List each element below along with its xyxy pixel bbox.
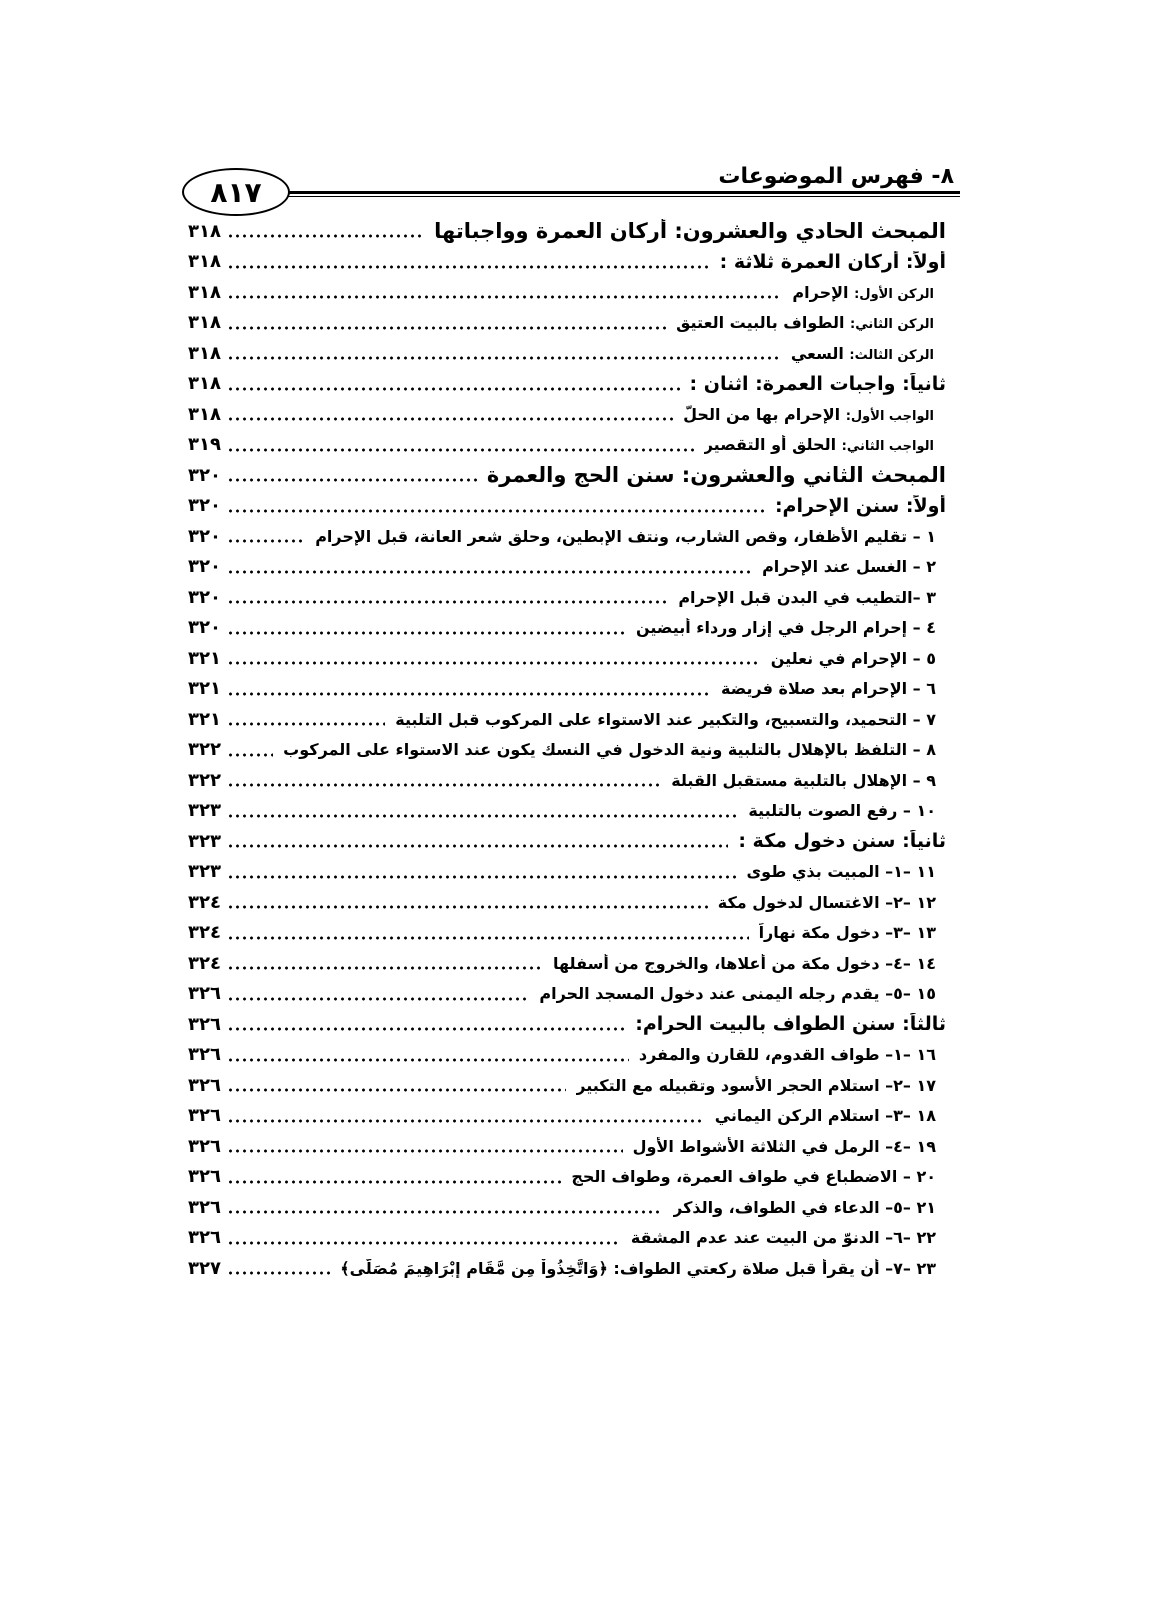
toc-entry-page: ٣٢٣: [188, 800, 221, 822]
dot-leader: [227, 570, 752, 574]
toc-entry-text: ٢١ –٥– الدعاء في الطواف، والذكر: [673, 1197, 936, 1217]
toc-entry-page: ٣٢٦: [188, 1013, 221, 1035]
toc-entry-title: [720, 251, 946, 273]
dot-leader: [227, 783, 661, 787]
toc-entry-page: ٣٢٤: [188, 952, 221, 974]
toc-entry: [188, 277, 946, 308]
dot-leader: [227, 539, 305, 543]
dot-leader: [227, 631, 626, 635]
toc-entry-text: ١٨ –٣– استلام الركن اليماني: [714, 1106, 936, 1126]
toc-entry-title: [636, 618, 946, 637]
toc-entry-text: سنن الحج والعمرة: [486, 463, 675, 488]
toc-entry-lead: المبحث الحادي والعشرون:: [674, 219, 946, 244]
table-of-contents: [188, 216, 946, 1284]
dot-leader: [227, 692, 711, 696]
toc-entry-text: ١٩ –٤– الرمل في الثلاثة الأشواط الأُول: [632, 1136, 936, 1156]
dot-leader: [227, 661, 761, 665]
toc-entry-page: ٣٢٠: [188, 586, 221, 608]
toc-entry-page: ٣٢٧: [188, 1257, 221, 1279]
header-rule-thick: [274, 191, 960, 194]
toc-entry-text: ٢٣ –٧– أن يقرأ قبل صلاة ركعتي الطواف: ﴿وَاتَّخِذُواْ مِن مَّقَامِ إِبْرَاهِيمَ مُصَلًّى﴾: [340, 1258, 936, 1278]
toc-entry-page: ٣٢٦: [188, 1166, 221, 1188]
header-rule-thin: [274, 196, 960, 197]
toc-entry: [188, 918, 946, 949]
toc-entry: [188, 460, 946, 491]
toc-entry: [188, 857, 946, 888]
toc-entry-text: ٢ – الغسل عند الإحرام: [762, 557, 936, 577]
toc-entry-page: ٣١٨: [188, 373, 221, 395]
toc-entry-text: ٣ –التطيب في البدن قبل الإحرام: [678, 587, 936, 607]
toc-entry-title: [704, 435, 946, 454]
toc-entry: [188, 1131, 946, 1162]
toc-entry-text: ١٣ –٣– دخول مكة نهاراً: [758, 923, 936, 943]
toc-entry-title: [791, 344, 946, 363]
toc-entry-title: [721, 679, 946, 698]
toc-entry-title: [762, 557, 946, 576]
toc-entry-text: ثالثاً: سنن الطواف بالبيت الحرام:: [635, 1013, 946, 1036]
toc-entry-text: ٤ – إحرام الرجل في إزار ورداء أبيضين: [636, 618, 936, 638]
toc-entry-text: الإحرام: [792, 282, 849, 302]
toc-entry-title: [671, 771, 946, 790]
dot-leader: [227, 875, 737, 879]
toc-entry-title: [759, 923, 946, 942]
dot-leader: [227, 600, 668, 604]
toc-entry: [188, 643, 946, 674]
toc-entry: [188, 369, 946, 400]
toc-entry-text: ١٧ –٢– استلام الحجر الأسود وتقبيله مع التكبير: [576, 1075, 936, 1095]
toc-entry-text: ١٤ –٤– دخول مكة من أعلاها، والخروج من أسفلها: [552, 953, 936, 973]
toc-entry-title: [683, 405, 946, 424]
page-header: [182, 162, 960, 214]
toc-entry: [188, 826, 946, 857]
toc-entry-title: [539, 984, 946, 1003]
toc-entry-page: ٣٢٢: [188, 739, 221, 761]
toc-entry-title: [395, 710, 946, 729]
toc-entry: [188, 1223, 946, 1254]
toc-entry-title: [678, 588, 946, 607]
toc-entry: [188, 1101, 946, 1132]
dot-leader: [227, 905, 708, 909]
dot-leader: [227, 1210, 663, 1214]
toc-entry-title: [576, 1076, 946, 1095]
dot-leader: [227, 997, 529, 1001]
toc-entry-lead: الركن الثاني:: [850, 317, 934, 333]
toc-entry-text: ٢٢ –٦– الدنوّ من البيت عند عدم المشقة: [630, 1228, 936, 1248]
toc-entry: [188, 1192, 946, 1223]
toc-entry: [188, 338, 946, 369]
toc-entry-text: الإحرام بها من الحلّ: [683, 404, 841, 424]
toc-entry: [188, 521, 946, 552]
toc-entry-page: ٣٢٠: [188, 556, 221, 578]
toc-entry-text: أولاً: سنن الإحرام:: [774, 494, 946, 517]
toc-entry-text: ١٥ –٥– يقدم رجله اليمنى عند دخول المسجد الحرام: [539, 984, 936, 1004]
toc-entry-title: [715, 1106, 946, 1125]
dot-leader: [227, 814, 738, 818]
toc-entry-text: السعي: [790, 343, 844, 363]
toc-entry-title: [487, 463, 946, 487]
toc-entry: [188, 216, 946, 247]
toc-entry-page: ٣٢٠: [188, 617, 221, 639]
toc-entry-title: [792, 283, 946, 302]
dot-leader: [227, 326, 666, 330]
dot-leader: [227, 753, 273, 757]
toc-entry: [188, 613, 946, 644]
dot-leader: [227, 1027, 625, 1031]
toc-entry-page: ٣٢٦: [188, 1074, 221, 1096]
dot-leader: [227, 1058, 629, 1062]
toc-entry-page: ٣٢٤: [188, 922, 221, 944]
toc-entry-title: [635, 1013, 946, 1035]
toc-entry-page: ٣٢١: [188, 647, 221, 669]
toc-entry-page: ٣٢٠: [188, 495, 221, 517]
toc-entry-text: ١١ –١– المبيت بذي طوى: [746, 862, 936, 882]
dot-leader: [227, 1088, 566, 1092]
toc-entry-text: أولاً: أركان العمرة ثلاثة :: [719, 250, 946, 273]
toc-entry: [188, 979, 946, 1010]
toc-entry: [188, 582, 946, 613]
toc-entry: [188, 491, 946, 522]
toc-entry-page: ٣٢٢: [188, 769, 221, 791]
dot-leader: [227, 356, 781, 360]
toc-entry-page: ٣٢٠: [188, 525, 221, 547]
toc-entry-page: ٣١٨: [188, 220, 221, 242]
toc-entry-title: [631, 1228, 946, 1247]
toc-entry: [188, 1070, 946, 1101]
toc-entry-page: ٣٢٣: [188, 861, 221, 883]
toc-entry-page: ٣٢٤: [188, 891, 221, 913]
toc-entry: [188, 796, 946, 827]
toc-entry-page: ٣١٨: [188, 312, 221, 334]
dot-leader: [227, 966, 543, 970]
toc-entry-title: [738, 830, 946, 852]
dot-leader: [227, 478, 477, 482]
toc-entry-text: ١٦ –١– طواف القدوم، للقارن والمفرد: [638, 1045, 936, 1065]
dot-leader: [227, 1241, 621, 1245]
toc-entry: [188, 704, 946, 735]
page-number-badge: ٨١٧: [182, 168, 290, 216]
toc-entry-page: ٣٢٦: [188, 1105, 221, 1127]
toc-entry-text: ٢٠ – الاضطباع في طواف العمرة، وطواف الحج: [571, 1167, 936, 1187]
toc-entry-text: أركان العمرة وواجباتها: [434, 219, 668, 244]
toc-entry-lead: الركن الأول:: [854, 286, 934, 302]
toc-entry-text: الحلق أو التقصير: [703, 435, 837, 455]
toc-entry-text: ٦ – الإحرام بعد صلاة فريضة: [721, 679, 936, 699]
toc-entry-page: ٣٢١: [188, 708, 221, 730]
toc-entry-page: ٣٢٦: [188, 1196, 221, 1218]
toc-entry-text: ٧ – التحميد، والتسبيح، والتكبير عند الاستواء على المركوب قبل التلبية: [395, 709, 936, 729]
toc-entry-title: [676, 313, 946, 332]
dot-leader: [227, 295, 782, 299]
toc-entry-title: [633, 1137, 946, 1156]
toc-entry-title: [775, 495, 946, 517]
toc-entry-title: [315, 527, 946, 546]
dot-leader: [227, 509, 765, 513]
toc-entry: [188, 308, 946, 339]
toc-entry-text: ١٠ – رفع الصوت بالتلبية: [748, 801, 936, 821]
dot-leader: [227, 387, 680, 391]
toc-entry-text: ٩ – الإهلال بالتلبية مستقبل القبلة: [671, 770, 936, 790]
toc-entry-title: [690, 373, 946, 395]
toc-entry: [188, 674, 946, 705]
toc-entry: [188, 887, 946, 918]
toc-entry-text: ٨ – التلفظ بالإهلال بالتلبية ونية الدخول في النسك يكون عند الاستواء على المركوب: [283, 740, 936, 760]
toc-entry-page: ٣٢٠: [188, 464, 221, 486]
toc-entry-page: ٣١٨: [188, 251, 221, 273]
toc-entry-title: [553, 954, 946, 973]
toc-entry-text: ١٢ –٢– الاغتسال لدخول مكة: [717, 892, 936, 912]
dot-leader: [227, 265, 710, 269]
toc-entry-title: [283, 740, 946, 759]
toc-entry-text: ١ – تقليم الأظفار، وقص الشارب، ونتف الإبطين، وحلق شعر العانة، قبل الإحرام: [315, 526, 936, 546]
toc-entry-page: ٣٢٦: [188, 1135, 221, 1157]
toc-entry-page: ٣٢٦: [188, 983, 221, 1005]
toc-entry-page: ٣١٩: [188, 434, 221, 456]
toc-entry: [188, 735, 946, 766]
toc-entry-lead: الواجب الثاني:: [841, 439, 934, 455]
toc-entry: [188, 948, 946, 979]
toc-entry-page: ٣١٨: [188, 403, 221, 425]
toc-entry: [188, 1009, 946, 1040]
dot-leader: [227, 844, 728, 848]
toc-entry-title: [434, 219, 946, 243]
toc-entry-page: ٣٢١: [188, 678, 221, 700]
dot-leader: [227, 1271, 330, 1275]
toc-entry: [188, 399, 946, 430]
toc-entry-page: ٣١٨: [188, 342, 221, 364]
toc-entry-title: [771, 649, 946, 668]
toc-entry: [188, 430, 946, 461]
toc-entry-text: ثانياً: واجبات العمرة: اثنان :: [689, 372, 946, 395]
toc-entry-title: [718, 893, 946, 912]
toc-entry-title: [340, 1259, 946, 1278]
toc-entry: [188, 247, 946, 278]
chapter-title: ٨- فهرس الموضوعات: [718, 164, 954, 189]
toc-entry-page: ٣٢٣: [188, 830, 221, 852]
dot-leader: [227, 1180, 561, 1184]
toc-entry-title: [747, 862, 946, 881]
toc-entry-text: ثانياً: سنن دخول مكة :: [738, 830, 946, 853]
toc-entry-lead: الواجب الأول:: [845, 408, 934, 424]
toc-entry-lead: الركن الثالث:: [849, 347, 934, 363]
toc-entry-title: [571, 1167, 946, 1186]
toc-entry-page: ٣٢٦: [188, 1227, 221, 1249]
toc-entry: [188, 765, 946, 796]
toc-entry-lead: المبحث الثاني والعشرون:: [681, 463, 946, 488]
dot-leader: [227, 417, 673, 421]
toc-entry: [188, 1253, 946, 1284]
toc-entry-page: ٣١٨: [188, 281, 221, 303]
toc-entry: [188, 1162, 946, 1193]
dot-leader: [227, 722, 385, 726]
dot-leader: [227, 234, 424, 238]
toc-entry-title: [673, 1198, 946, 1217]
dot-leader: [227, 1149, 623, 1153]
toc-entry-page: ٣٢٦: [188, 1044, 221, 1066]
dot-leader: [227, 448, 694, 452]
toc-entry: [188, 552, 946, 583]
toc-entry-title: [748, 801, 946, 820]
dot-leader: [227, 936, 749, 940]
toc-entry-text: الطواف بالبيت العتيق: [676, 313, 845, 333]
toc-entry-title: [639, 1045, 946, 1064]
toc-entry: [188, 1040, 946, 1071]
toc-entry-text: ٥ – الإحرام في نعلين: [770, 648, 936, 668]
dot-leader: [227, 1119, 705, 1123]
